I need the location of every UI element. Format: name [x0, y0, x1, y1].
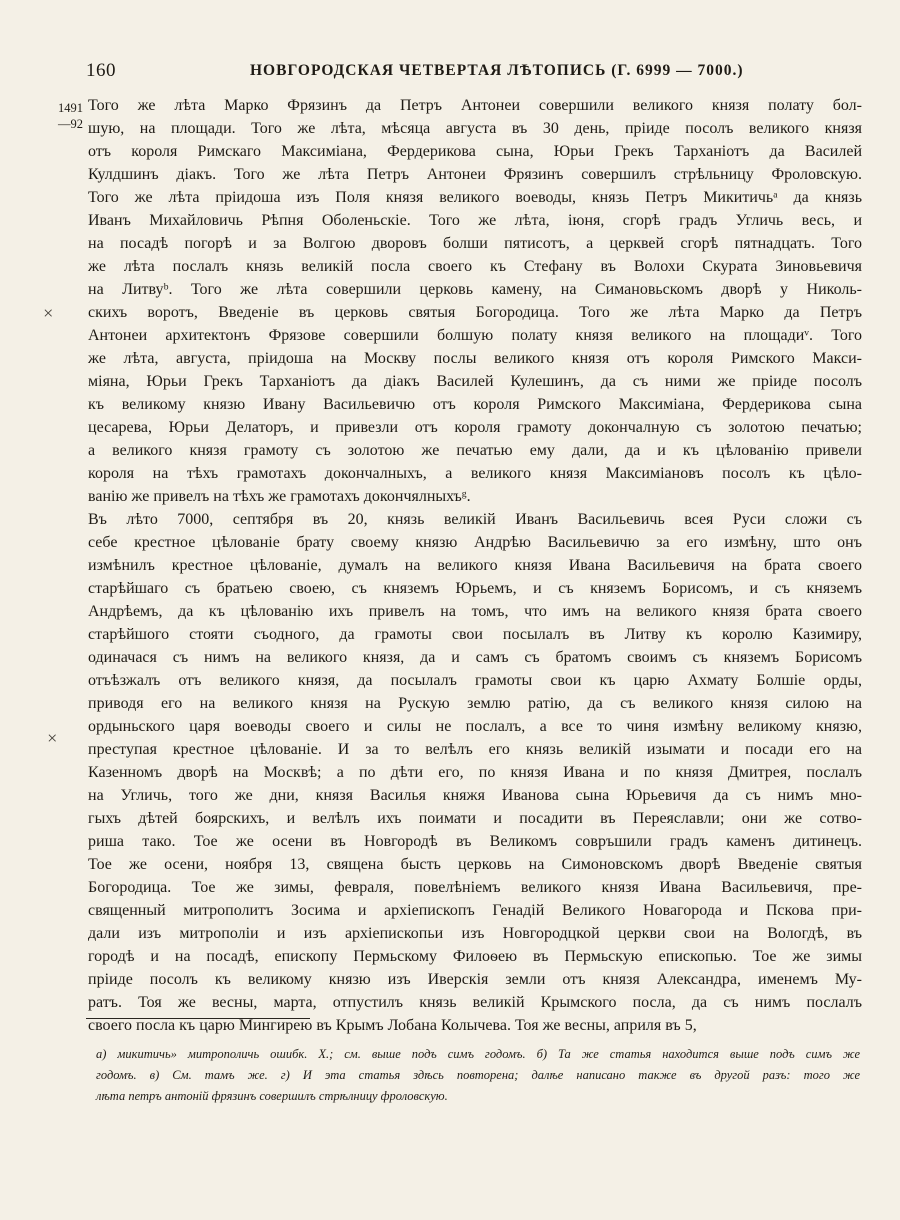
- text-line: Въ лѣто 7000, септября въ 20, князь великій Иванъ Васильевичь всея Руси сложи съ: [88, 511, 862, 528]
- text-line: цесарева, Юрьи Делаторъ, и привезли отъ короля грамоту докончалную съ золотою печатью;: [88, 419, 862, 436]
- page-header: [86, 60, 812, 86]
- footnote-line: а) микитичь» митрополичь ошибк. Х.; см. выше подъ симъ годомъ. б) Та же статья находится выше подъ симъ же: [96, 1047, 860, 1061]
- footnote-line: годомъ. в) См. тамъ же. г) И эта статья здѣсь повторена; далѣе написано также въ другой разъ: того же: [96, 1068, 860, 1082]
- text-line: Кулдшинъ діакъ. Того же лѣта Петръ Антонеи Фрязинъ совершилъ стрѣльницу Фроловскую.: [88, 166, 862, 183]
- footnotes: [96, 1044, 860, 1107]
- text-line: Того же лѣта Марко Фрязинъ да Петръ Антонеи совершили великого князя полату бол-: [88, 97, 862, 114]
- footnote-divider: [86, 1018, 310, 1019]
- text-line: измѣнилъ крестное цѣлованіе, думалъ на великого князя Ивана Васильевичя на брата своего: [88, 557, 862, 574]
- text-line: а великого князя грамоту съ золотою же печатью ему дали, да и къ цѣлованію привели: [88, 442, 862, 459]
- text-line: отъ короля Римскаго Максиміана, Фердерикова сына, Юрьи Грекъ Тарханіотъ да Василей: [88, 143, 862, 160]
- footnote-line: лѣта петръ антонiй фрязинъ совершилъ стрѣлницу фроловскую.: [96, 1089, 448, 1103]
- text-line: міяна, Юрьи Грекъ Тарханіотъ да діакъ Василей Кулешинъ, да съ ними же пріиде посолъ: [88, 373, 862, 390]
- text-line: ордыньского царя воеводы своего и силы не послалъ, а все то чиня измѣну великому князю,: [88, 718, 862, 735]
- text-line: своего посла къ царю Мингирею въ Крымъ Лобана Колычева. Тоя же весны, априля въ 5,: [88, 1017, 697, 1034]
- text-line: себе крестное цѣлованіе брату своему князю Андрѣю Васильевичю за его измѣну, што онъ: [88, 534, 862, 551]
- text-line: ванію же привелъ на тѣхъ же грамотахъ докончялныхъᵍ.: [88, 488, 471, 505]
- text-line: къ великому князю Ивану Васильевичю отъ короля Римского Максиміана, Фердерикова сына: [88, 396, 862, 413]
- text-line: на Угличь, того же дни, князя Василья княжя Иванова сына Юрьевичя да съ нимъ мно-: [88, 787, 862, 804]
- text-line: риша тако. Тое же осени въ Новгородѣ въ Великомъ совръшили градъ каменъ дитинецъ.: [88, 833, 862, 850]
- margin-cross-mark: ×: [46, 728, 59, 748]
- text-line: старѣйшаго съ братьею своею, съ княземъ Юрьемъ, и съ княземъ Борисомъ, и съ княземъ: [88, 580, 862, 597]
- text-line: шую, на площади. Того же лѣта, мѣсяца августа въ 30 день, пріиде посолъ великого князя: [88, 120, 862, 137]
- text-line: скихъ воротъ, Введеніе въ церковь святыя Богородица. Того же лѣта Марко да Петръ: [88, 304, 862, 321]
- margin-year-start: 1491: [58, 101, 83, 115]
- running-title: НОВГОРОДСКАЯ ЧЕТВЕРТАЯ ЛѢТОПИСЬ (Г. 6999 — 7000.): [250, 62, 744, 79]
- text-line: дали изъ митрополіи и изъ архіепископьи изъ Новгородцкой церкви свои на Вологдѣ, въ: [88, 925, 862, 942]
- text-line: Казенномъ дворѣ на Москвѣ; а по дѣти его, по князя Ивана и по князя Дмитрея, послалъ: [88, 764, 862, 781]
- text-line: же лѣта, августа, пріидоша на Москву послы великого князя отъ короля Римского Макси-: [88, 350, 862, 367]
- text-line: старѣйшого стояти съодного, да грамоты свои посылалъ въ Литву къ королю Казимиру,: [88, 626, 862, 643]
- text-line: на Литвуᵇ. Того же лѣта совершили церковь камену, на Симановьскомъ дворѣ у Николь-: [88, 281, 862, 298]
- text-line: Иванъ Михайловичь Рѣпня Оболеньскіе. Того же лѣта, іюня, сгорѣ градъ Угличь весь, и: [88, 212, 862, 229]
- chronicle-text: [88, 94, 862, 1037]
- text-line: Андрѣемъ, да къ цѣлованію ихъ привелъ на томъ, что имъ на великого князя брата своего: [88, 603, 862, 620]
- text-line: ратъ. Тоя же весны, марта, отпустилъ князь великій Крымского посла, да съ нимъ послалъ: [88, 994, 862, 1011]
- text-line: приводя его на великого князя на Рускую землю ратію, да съ великого князя силою на: [88, 695, 862, 712]
- text-line: одиначася съ нимъ на великого князя, да и самъ съ братомъ своимъ съ княземъ Борисомъ: [88, 649, 862, 666]
- text-line: короля на тѣхъ грамотахъ докончалныхъ, а великого князя Максиміановъ посолъ къ цѣло-: [88, 465, 862, 482]
- text-line: Антонеи архитектонъ Фрязове совершили болшую полату князя великого на площадиᵛ. Того: [88, 327, 862, 344]
- margin-year-end: —92: [58, 117, 83, 131]
- text-line: отъѣзжалъ отъ великого князя, да посылалъ грамоты свои къ царю Ахмату Болшіе орды,: [88, 672, 862, 689]
- page-number: 160: [86, 60, 116, 81]
- text-line: пріиде посолъ къ великому князю изъ Иверскія земли отъ князя Александра, именемъ Му-: [88, 971, 862, 988]
- text-line: же лѣта послалъ князь великій посла своего къ Стефану въ Волохи Скурата Зиновьевичя: [88, 258, 862, 275]
- text-line: Тое же осени, ноября 13, священа бысть церковь на Симоновскомъ дворѣ Введеніе святыя: [88, 856, 862, 873]
- text-line: на посадѣ погорѣ и за Волгою дворовъ болши пятисотъ, а церквей сгорѣ пятнадцать. Того: [88, 235, 862, 252]
- text-line: Того же лѣта пріидоша изъ Поля князя великого воеводы, князь Петръ Микитичьᵃ да князь: [88, 189, 862, 206]
- text-line: священный митрополитъ Зосима и архіепископъ Генадій Великого Новагорода и Пскова при-: [88, 902, 862, 919]
- text-line: городѣ и на посадѣ, епископу Пермьскому Филоѳею въ Пермьскую епископью. Тое же зимы: [88, 948, 862, 965]
- margin-cross-mark: ×: [42, 303, 55, 323]
- text-line: Богородица. Тое же зимы, февраля, повелѣніемъ великого князя Ивана Васильевичя, пре-: [88, 879, 862, 896]
- text-line: гыхъ дѣтей боярскихъ, и велѣлъ ихъ поимати и посадити въ Переяславли; они же сотво-: [88, 810, 862, 827]
- text-line: преступая крестное цѣлованіе. И за то велѣлъ его князь великій изымати и посади его на: [88, 741, 862, 758]
